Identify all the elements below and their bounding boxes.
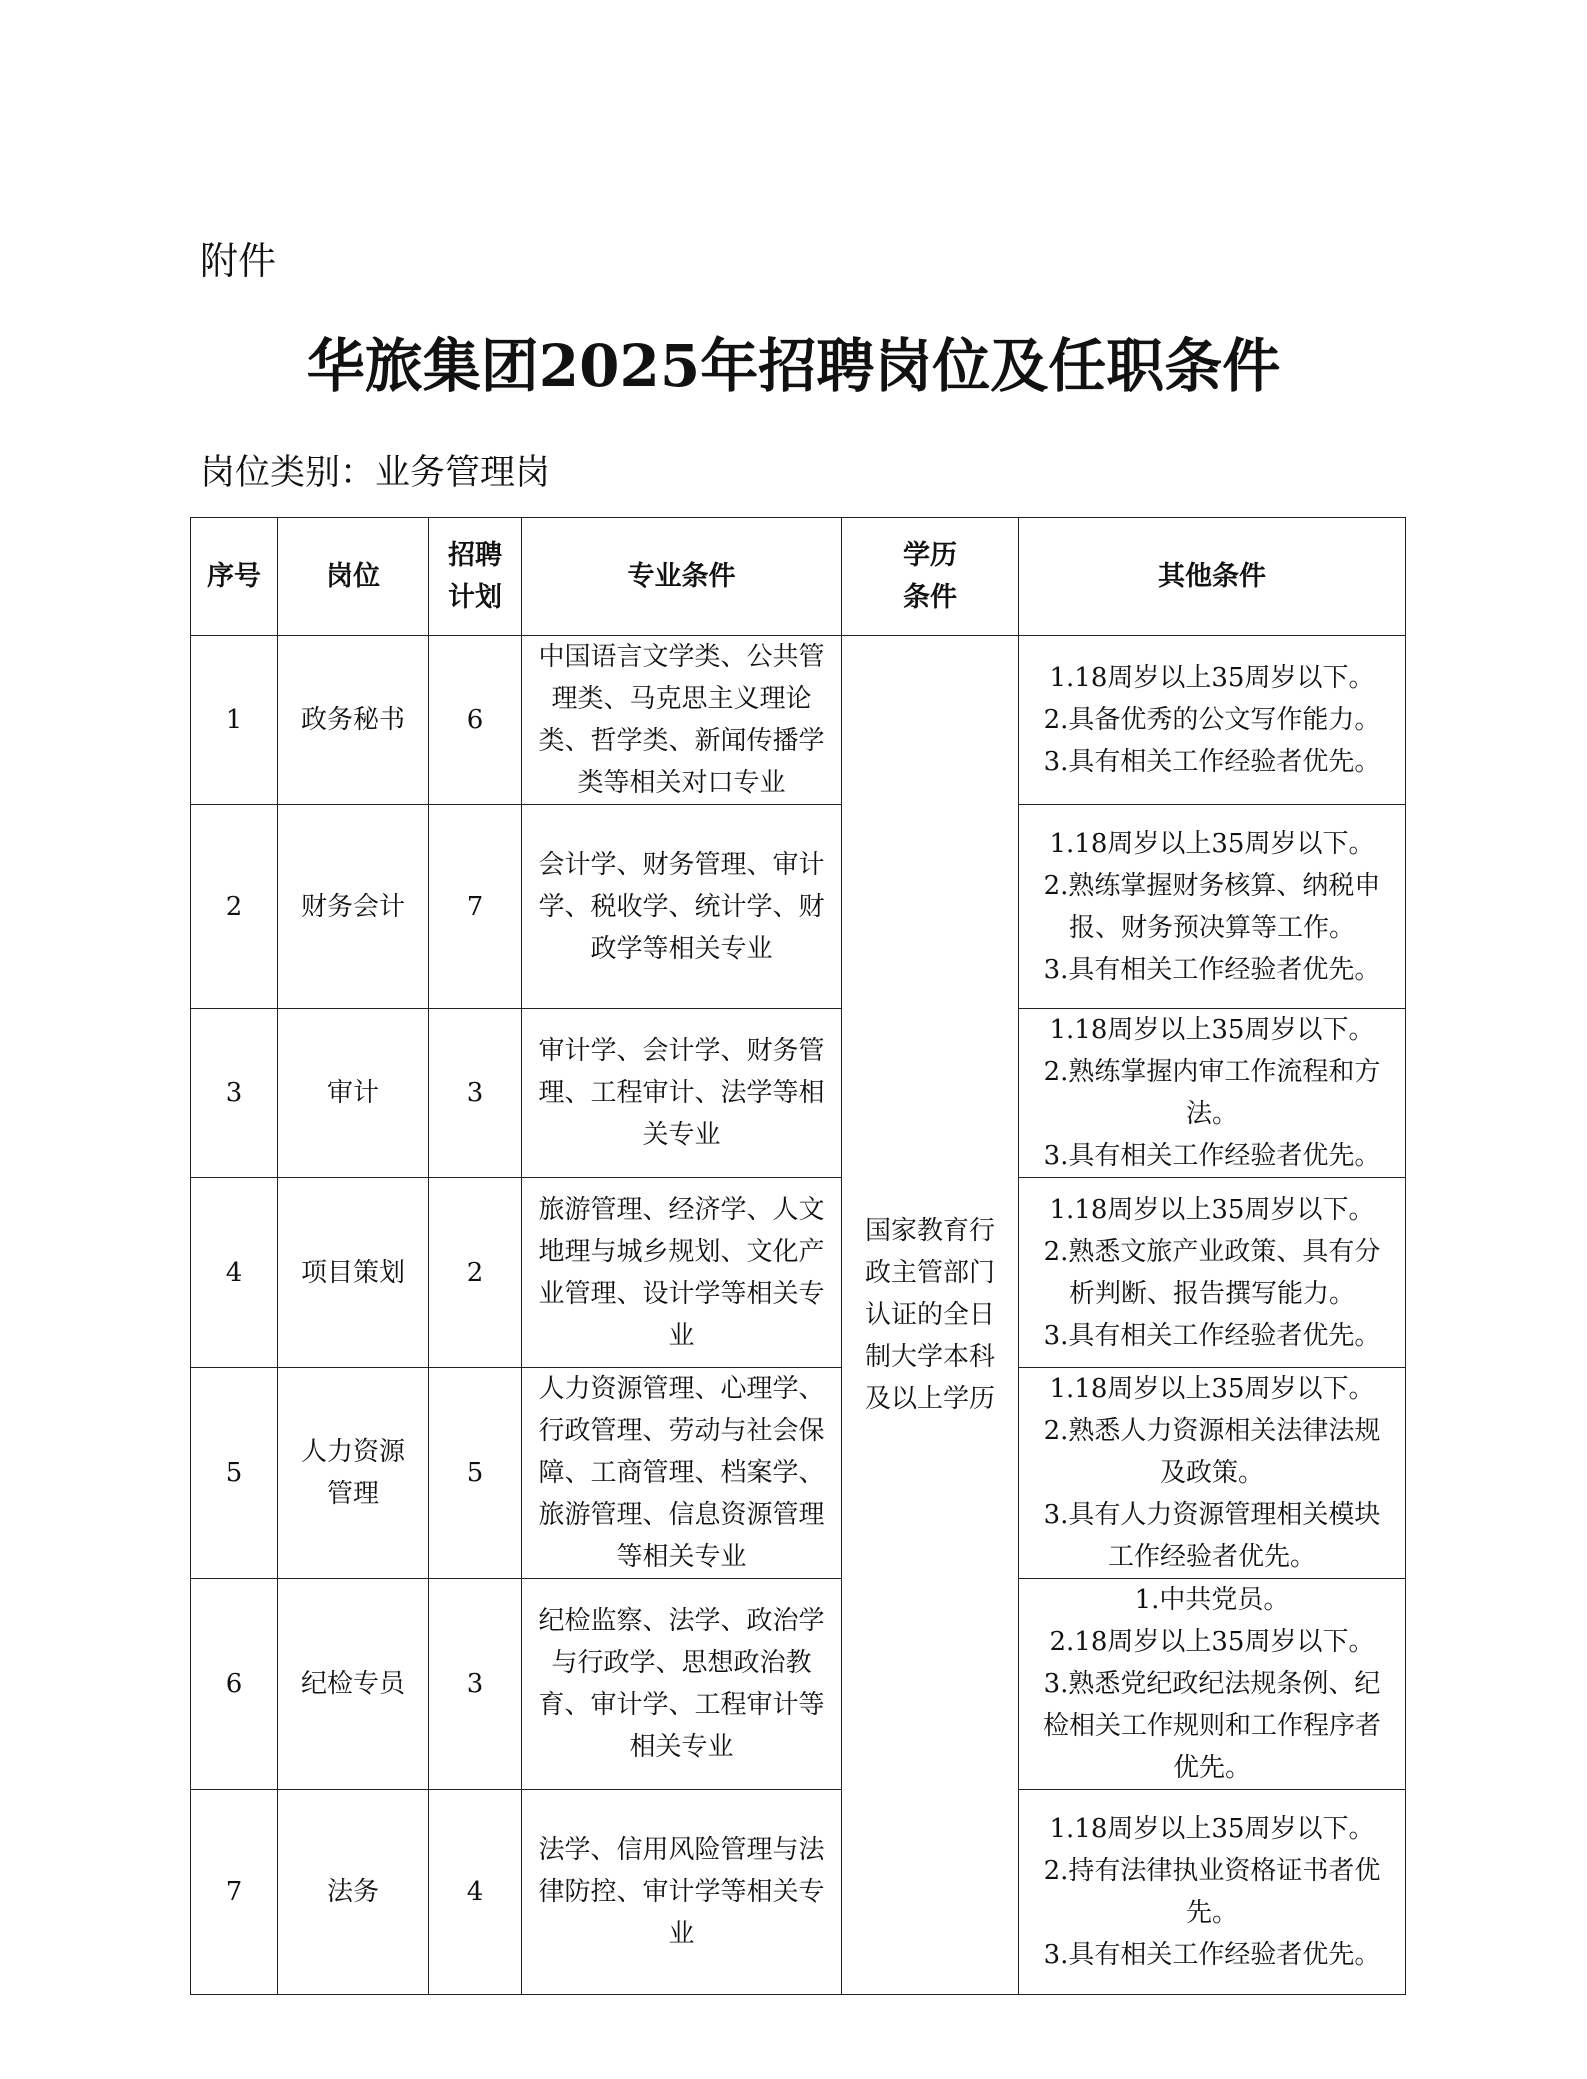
table-row	[191, 636, 1406, 805]
cell-other	[1019, 1178, 1406, 1368]
other-condition-item: 2.持有法律执业资格证书者优先。	[1043, 1856, 1381, 1928]
other-condition-item: 1.18周岁以上35周岁以下。	[1049, 828, 1375, 859]
cell-seq: 1	[191, 636, 278, 805]
cell-other	[1019, 805, 1406, 1009]
header-seq: 序号	[191, 518, 278, 636]
table-row	[191, 1790, 1406, 1995]
header-education: 学历 条件	[842, 518, 1019, 636]
header-other: 其他条件	[1019, 518, 1406, 636]
cell-seq: 2	[191, 805, 278, 1009]
other-condition-item: 1.18周岁以上35周岁以下。	[1049, 663, 1375, 693]
cell-position: 法务	[278, 1790, 429, 1995]
cell-position: 政务秘书	[278, 636, 429, 805]
cell-plan: 6	[429, 636, 522, 805]
cell-seq: 5	[191, 1368, 278, 1579]
cell-seq: 6	[191, 1579, 278, 1790]
cell-major: 会计学、财务管理、审计学、税收学、统计学、财政学等相关专业	[522, 805, 842, 1009]
other-condition-item: 2.熟悉文旅产业政策、具有分析判断、报告撰写能力。	[1043, 1236, 1381, 1309]
other-condition-item: 2.熟练掌握财务核算、纳税申报、财务预决算等工作。	[1043, 870, 1381, 943]
cell-other	[1019, 1009, 1406, 1178]
other-condition-item: 3.具有相关工作经验者优先。	[1043, 1320, 1381, 1351]
cell-plan: 4	[429, 1790, 522, 1995]
other-condition-item: 3.具有相关工作经验者优先。	[1043, 747, 1381, 777]
cell-position: 审计	[278, 1009, 429, 1178]
table-row	[191, 1178, 1406, 1368]
cell-major: 法学、信用风险管理与法律防控、审计学等相关专业	[522, 1790, 842, 1995]
cell-major: 审计学、会计学、财务管理、工程审计、法学等相关专业	[522, 1009, 842, 1178]
cell-other	[1019, 1579, 1406, 1790]
position-category: 岗位类别：业务管理岗	[200, 453, 551, 493]
cell-plan: 5	[429, 1368, 522, 1579]
cell-other	[1019, 1790, 1406, 1995]
cell-major: 中国语言文学类、公共管理类、马克思主义理论类、哲学类、新闻传播学类等相关对口专业	[522, 636, 842, 805]
cell-plan: 3	[429, 1579, 522, 1790]
other-condition-item: 1.18周岁以上35周岁以下。	[1049, 1194, 1375, 1225]
cell-seq: 7	[191, 1790, 278, 1995]
cell-other	[1019, 636, 1406, 805]
table-row	[191, 1579, 1406, 1790]
other-condition-item: 2.具备优秀的公文写作能力。	[1043, 705, 1381, 735]
cell-plan: 7	[429, 805, 522, 1009]
table-header-row	[191, 518, 1406, 636]
other-condition-item: 1.18周岁以上35周岁以下。	[1049, 1814, 1375, 1844]
other-condition-item: 3.熟悉党纪政纪法规条例、纪检相关工作规则和工作程序者优先。	[1042, 1669, 1381, 1783]
cell-other	[1019, 1368, 1406, 1579]
cell-major: 纪检监察、法学、政治学与行政学、思想政治教育、审计学、工程审计等相关专业	[522, 1579, 842, 1790]
header-plan: 招聘 计划	[429, 518, 522, 636]
cell-major: 人力资源管理、心理学、行政管理、劳动与社会保障、工商管理、档案学、旅游管理、信息资源管理等相关专业	[522, 1368, 842, 1579]
other-condition-item: 1.18周岁以上35周岁以下。	[1049, 1015, 1375, 1045]
header-position: 岗位	[278, 518, 429, 636]
other-condition-item: 1.18周岁以上35周岁以下。	[1049, 1374, 1375, 1404]
other-condition-item: 2.熟练掌握内审工作流程和方法。	[1043, 1057, 1381, 1129]
table-row	[191, 1368, 1406, 1579]
cell-position: 人力资源管理	[278, 1368, 429, 1579]
other-condition-item: 3.具有相关工作经验者优先。	[1043, 1141, 1381, 1171]
cell-position: 项目策划	[278, 1178, 429, 1368]
attachment-label: 附件	[200, 239, 277, 283]
other-condition-item: 3.具有相关工作经验者优先。	[1043, 954, 1381, 985]
cell-education: 国家教育行政主管部门认证的全日制大学本科及以上学历	[842, 636, 1019, 1995]
table-row	[191, 805, 1406, 1009]
cell-plan: 2	[429, 1178, 522, 1368]
cell-position: 财务会计	[278, 805, 429, 1009]
document-title: 华旅集团2025年招聘岗位及任职条件	[306, 332, 1281, 400]
recruitment-table	[190, 517, 1406, 1995]
cell-seq: 4	[191, 1178, 278, 1368]
header-major: 专业条件	[522, 518, 842, 636]
cell-plan: 3	[429, 1009, 522, 1178]
other-condition-item: 2.熟悉人力资源相关法律法规及政策。	[1043, 1416, 1381, 1488]
other-condition-item: 3.具有人力资源管理相关模块工作经验者优先。	[1043, 1500, 1381, 1572]
cell-major: 旅游管理、经济学、人文地理与城乡规划、文化产业管理、设计学等相关专业	[522, 1178, 842, 1368]
other-condition-item: 2.18周岁以上35周岁以下。	[1049, 1627, 1375, 1657]
cell-position: 纪检专员	[278, 1579, 429, 1790]
cell-seq: 3	[191, 1009, 278, 1178]
other-condition-item: 3.具有相关工作经验者优先。	[1043, 1940, 1381, 1970]
other-condition-item: 1.中共党员。	[1134, 1585, 1290, 1615]
table-row	[191, 1009, 1406, 1178]
